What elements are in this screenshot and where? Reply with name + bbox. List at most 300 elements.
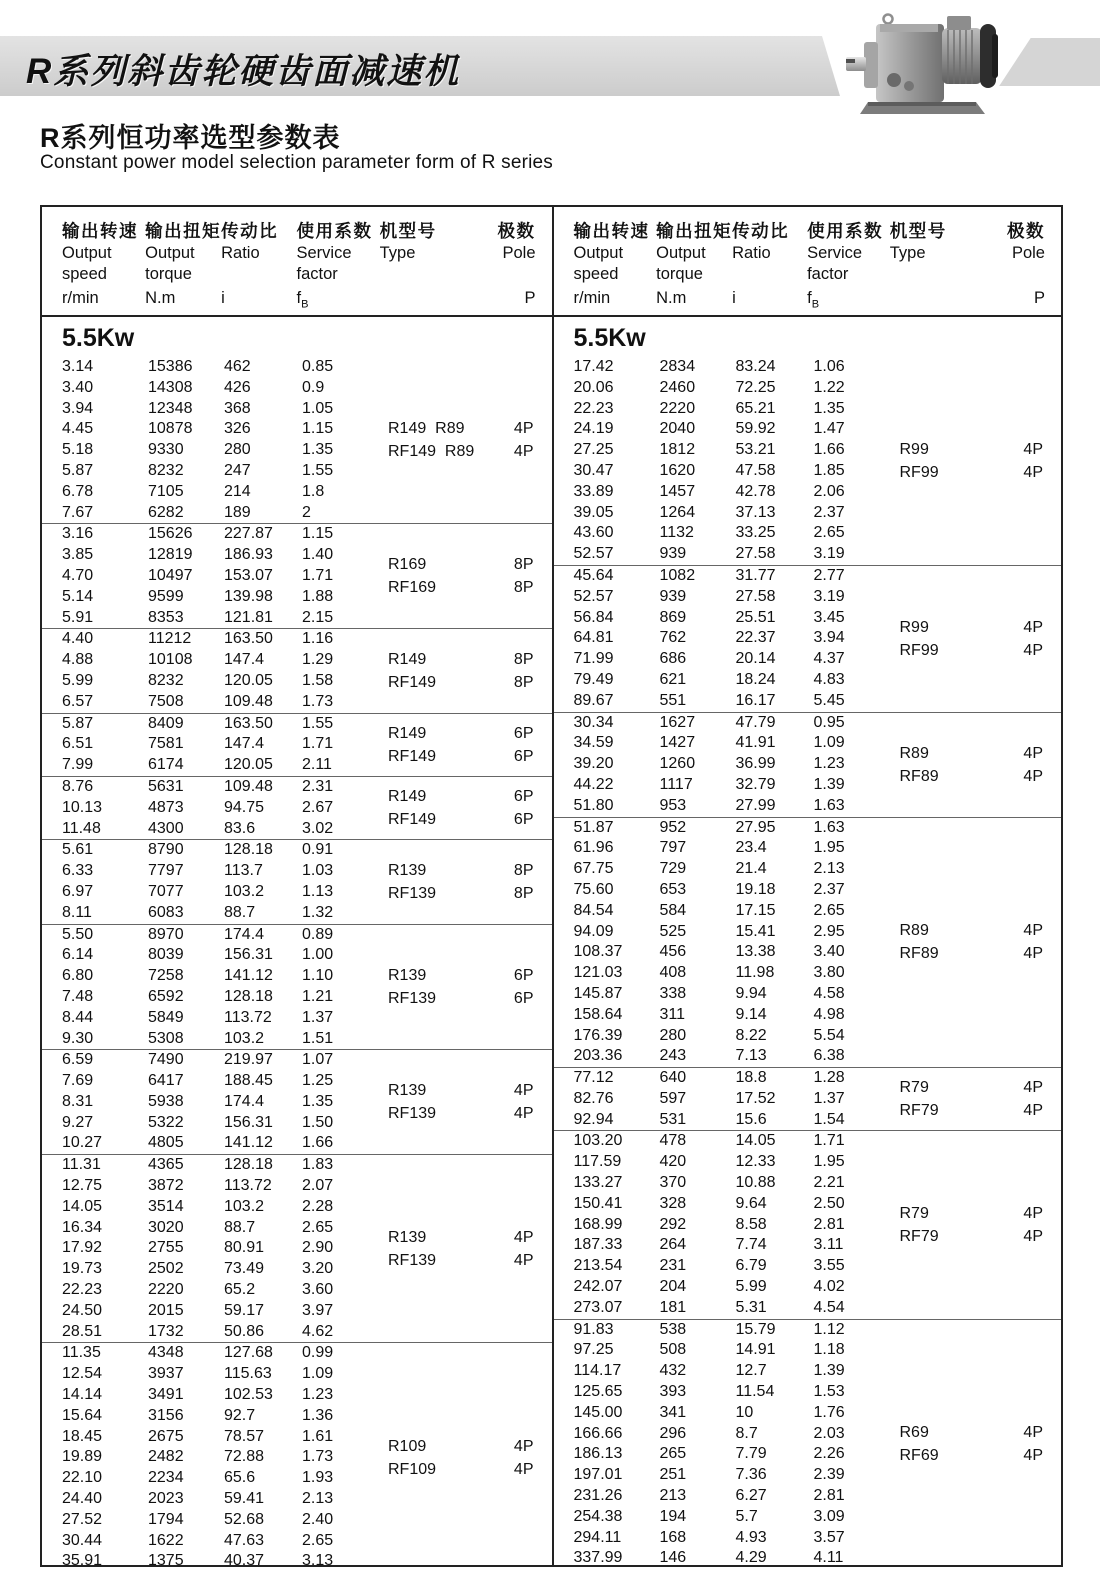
type-label: RF139 bbox=[388, 989, 437, 1007]
data-row bbox=[62, 1385, 388, 1406]
data-cell: 1.88 bbox=[302, 587, 334, 605]
data-cell: 9.64 bbox=[735, 1194, 767, 1212]
column-header-en2: factor bbox=[807, 265, 849, 283]
data-cell: 251 bbox=[659, 1466, 687, 1484]
data-cell: 2.39 bbox=[813, 1466, 845, 1484]
data-cell: 94.75 bbox=[224, 798, 265, 816]
data-cell: 11.48 bbox=[62, 819, 101, 837]
pole-label: 4P bbox=[1023, 1447, 1043, 1465]
data-cell: 73.49 bbox=[224, 1260, 265, 1278]
column-header-pole bbox=[498, 219, 552, 309]
data-cell: 231 bbox=[659, 1257, 687, 1275]
data-row bbox=[574, 1548, 900, 1569]
data-row bbox=[574, 1005, 900, 1026]
data-cell: 5849 bbox=[148, 1008, 184, 1026]
row-group bbox=[42, 1154, 552, 1342]
data-cell: 1.93 bbox=[302, 1469, 334, 1487]
data-cell: 186.13 bbox=[573, 1445, 623, 1463]
column-header-en2: speed bbox=[62, 265, 107, 283]
data-cell: 3.94 bbox=[62, 399, 94, 417]
data-cell: 65.2 bbox=[224, 1281, 256, 1299]
group-rows bbox=[554, 1068, 900, 1130]
data-cell: 213.54 bbox=[573, 1257, 623, 1275]
pole-label: 4P bbox=[513, 1460, 534, 1478]
data-row bbox=[574, 399, 900, 420]
column-header-output bbox=[574, 219, 657, 309]
data-cell: 7077 bbox=[148, 882, 184, 900]
data-cell: 2755 bbox=[148, 1239, 184, 1257]
type-label: R149 bbox=[388, 724, 427, 742]
type-label: R139 bbox=[388, 861, 427, 879]
data-cell: 42.78 bbox=[735, 482, 776, 500]
type-label: R99 bbox=[899, 440, 929, 458]
data-cell: 64.81 bbox=[573, 629, 614, 647]
data-cell: 551 bbox=[659, 691, 687, 709]
group-rows bbox=[42, 524, 388, 628]
data-row bbox=[574, 880, 900, 901]
data-row bbox=[574, 1298, 900, 1319]
column-header-unit: r/min bbox=[573, 289, 611, 307]
data-row bbox=[574, 754, 900, 775]
data-cell: 213 bbox=[659, 1487, 687, 1505]
data-cell: 1457 bbox=[659, 482, 696, 500]
data-cell: 0.85 bbox=[302, 358, 334, 375]
data-cell: 117.59 bbox=[573, 1153, 622, 1171]
data-row bbox=[574, 1089, 900, 1110]
column-header-en2: speed bbox=[573, 265, 619, 283]
column-header-zh: 传动比 bbox=[732, 221, 790, 241]
pole-cell bbox=[1022, 713, 1062, 817]
data-cell: 2.77 bbox=[813, 566, 845, 584]
data-cell: 280 bbox=[659, 1026, 687, 1044]
column-header-en2: factor bbox=[296, 265, 338, 283]
type-cell bbox=[900, 1068, 1022, 1130]
data-cell: 97.25 bbox=[573, 1341, 614, 1359]
data-cell: 1.55 bbox=[302, 461, 334, 479]
data-cell: 8.11 bbox=[62, 903, 92, 921]
data-cell: 5322 bbox=[148, 1113, 184, 1131]
type-cell bbox=[900, 566, 1022, 712]
data-cell: 128.18 bbox=[224, 841, 273, 859]
row-group bbox=[42, 628, 552, 712]
pole-label: 4P bbox=[1023, 1228, 1043, 1246]
data-cell: 15386 bbox=[148, 358, 193, 375]
data-cell: 6282 bbox=[148, 503, 184, 521]
data-cell: 7.74 bbox=[735, 1236, 767, 1254]
data-row bbox=[62, 1218, 388, 1239]
data-cell: 432 bbox=[659, 1362, 687, 1380]
data-cell: 1132 bbox=[659, 524, 694, 542]
data-cell: 1.71 bbox=[302, 735, 334, 753]
data-cell: 462 bbox=[224, 358, 251, 375]
data-cell: 163.50 bbox=[224, 714, 273, 732]
data-cell: 7490 bbox=[148, 1051, 184, 1069]
column-header-en: Output bbox=[573, 244, 624, 262]
data-row bbox=[62, 1468, 388, 1489]
data-cell: 273.07 bbox=[573, 1298, 623, 1316]
data-cell: 2.26 bbox=[813, 1445, 845, 1463]
data-cell: 3937 bbox=[148, 1365, 184, 1383]
type-label: R149 bbox=[388, 650, 427, 668]
data-row bbox=[574, 1382, 900, 1403]
group-rows bbox=[42, 629, 388, 712]
pole-label: 4P bbox=[1023, 440, 1043, 458]
data-row bbox=[62, 966, 388, 987]
data-cell: 147.4 bbox=[224, 735, 265, 753]
data-cell: 5631 bbox=[148, 777, 184, 795]
data-cell: 139.98 bbox=[224, 587, 273, 605]
type-label: RF99 bbox=[899, 641, 939, 659]
data-cell: 125.65 bbox=[573, 1383, 623, 1401]
data-row bbox=[62, 1280, 388, 1301]
data-cell: 6.59 bbox=[62, 1051, 94, 1069]
data-row bbox=[574, 1444, 900, 1465]
data-cell: 1.00 bbox=[302, 946, 334, 964]
data-cell: 1.85 bbox=[813, 461, 845, 479]
type-cell bbox=[900, 713, 1022, 817]
type-label: RF169 bbox=[388, 579, 437, 597]
data-cell: 16.34 bbox=[62, 1218, 103, 1236]
data-cell: 39.05 bbox=[573, 503, 614, 521]
data-cell: 2.67 bbox=[302, 798, 334, 816]
pole-label: 4P bbox=[513, 1105, 534, 1123]
data-cell: 1.47 bbox=[813, 420, 845, 438]
banner-title: R系列斜齿轮硬齿面减速机 bbox=[26, 52, 461, 91]
data-cell: 32.79 bbox=[735, 775, 776, 793]
data-cell: 1375 bbox=[148, 1552, 184, 1570]
data-cell: 197.01 bbox=[573, 1466, 623, 1484]
data-cell: 254.38 bbox=[573, 1507, 623, 1525]
data-cell: 4.54 bbox=[813, 1298, 845, 1316]
data-cell: 1.39 bbox=[813, 1362, 845, 1380]
data-cell: 72.88 bbox=[224, 1448, 265, 1466]
data-cell: 6.27 bbox=[735, 1487, 767, 1505]
pole-label: 8P bbox=[513, 556, 534, 574]
data-cell: 2.03 bbox=[813, 1424, 845, 1442]
data-row bbox=[62, 503, 388, 524]
data-cell: 597 bbox=[659, 1089, 687, 1107]
data-cell: 1.37 bbox=[302, 1008, 334, 1026]
data-row bbox=[62, 1427, 388, 1448]
data-row bbox=[574, 1277, 900, 1298]
data-row bbox=[574, 1256, 900, 1277]
data-cell: 22.37 bbox=[735, 629, 776, 647]
data-cell: 2.90 bbox=[302, 1239, 334, 1257]
data-cell: 393 bbox=[659, 1383, 687, 1401]
type-label: R149 R89 bbox=[388, 420, 465, 438]
data-cell: 653 bbox=[659, 880, 687, 898]
data-cell: 20.14 bbox=[735, 650, 776, 668]
data-cell: 5308 bbox=[148, 1029, 184, 1047]
data-cell: 1812 bbox=[659, 441, 696, 459]
data-row bbox=[574, 984, 900, 1005]
data-cell: 19.18 bbox=[735, 880, 776, 898]
pole-cell bbox=[1022, 1320, 1062, 1570]
data-cell: 22.23 bbox=[62, 1281, 103, 1299]
data-cell: 188.45 bbox=[224, 1072, 273, 1090]
data-cell: 3.57 bbox=[813, 1528, 845, 1546]
data-cell: 1.10 bbox=[302, 967, 334, 985]
data-cell: 91.83 bbox=[573, 1320, 614, 1338]
data-cell: 11.35 bbox=[62, 1344, 101, 1362]
data-cell: 4.93 bbox=[735, 1528, 767, 1546]
data-row bbox=[62, 819, 388, 840]
pole-cell bbox=[510, 777, 552, 839]
table-right-panel bbox=[552, 207, 1062, 1565]
data-cell: 33.25 bbox=[735, 524, 776, 542]
data-cell: 426 bbox=[224, 378, 251, 396]
data-cell: 53.21 bbox=[735, 441, 776, 459]
data-cell: 584 bbox=[659, 901, 687, 919]
data-cell: 88.7 bbox=[224, 1218, 256, 1236]
column-header-unit: P bbox=[1033, 289, 1045, 307]
data-cell: 4.02 bbox=[813, 1278, 845, 1296]
data-cell: 2.81 bbox=[813, 1215, 845, 1233]
data-cell: 10.13 bbox=[62, 798, 103, 816]
data-cell: 8232 bbox=[148, 671, 184, 689]
data-cell: 102.53 bbox=[224, 1386, 273, 1404]
data-cell: 2.37 bbox=[813, 880, 845, 898]
data-cell: 72.25 bbox=[735, 378, 776, 396]
data-cell: 47.79 bbox=[735, 713, 776, 731]
data-cell: 6174 bbox=[148, 756, 184, 774]
pole-cell bbox=[1022, 357, 1062, 565]
type-label: RF149 R89 bbox=[388, 443, 475, 461]
row-group bbox=[554, 565, 1062, 712]
data-cell: 6.97 bbox=[62, 882, 94, 900]
data-cell: 0.89 bbox=[302, 925, 334, 943]
data-cell: 7.79 bbox=[735, 1445, 767, 1463]
data-cell: 3.09 bbox=[813, 1507, 845, 1525]
row-group bbox=[554, 1319, 1062, 1570]
data-row bbox=[574, 1173, 900, 1194]
data-cell: 18.45 bbox=[62, 1427, 103, 1445]
data-cell: 8409 bbox=[148, 714, 184, 732]
data-cell: 5.7 bbox=[735, 1507, 758, 1525]
data-cell: 3.19 bbox=[813, 587, 845, 605]
data-cell: 65.21 bbox=[735, 399, 776, 417]
data-cell: 84.54 bbox=[573, 901, 614, 919]
data-cell: 120.05 bbox=[224, 671, 273, 689]
data-cell: 168 bbox=[659, 1528, 687, 1546]
data-cell: 1.95 bbox=[813, 1153, 845, 1171]
data-row bbox=[62, 882, 388, 903]
data-cell: 14.91 bbox=[735, 1341, 776, 1359]
row-groups-left bbox=[42, 357, 552, 1572]
data-cell: 1.15 bbox=[302, 525, 334, 543]
data-cell: 621 bbox=[659, 670, 687, 688]
data-cell: 952 bbox=[659, 818, 687, 836]
data-row bbox=[62, 1008, 388, 1029]
data-row bbox=[574, 691, 900, 712]
data-cell: 176.39 bbox=[573, 1026, 623, 1044]
data-cell: 8.7 bbox=[735, 1424, 758, 1442]
row-group bbox=[42, 713, 552, 776]
pole-cell bbox=[510, 1050, 552, 1154]
data-cell: 338 bbox=[659, 984, 687, 1002]
data-cell: 9599 bbox=[148, 587, 184, 605]
column-header-en2 bbox=[498, 264, 536, 285]
data-cell: 7105 bbox=[148, 482, 184, 500]
data-cell: 168.99 bbox=[573, 1215, 623, 1233]
data-cell: 3.97 bbox=[302, 1301, 334, 1319]
data-row bbox=[62, 692, 388, 713]
data-cell: 27.52 bbox=[62, 1510, 103, 1528]
data-cell: 2.31 bbox=[302, 777, 334, 795]
data-cell: 128.18 bbox=[224, 1156, 273, 1174]
data-row bbox=[574, 649, 900, 670]
data-cell: 1.40 bbox=[302, 546, 334, 564]
data-cell: 6.78 bbox=[62, 482, 94, 500]
data-row bbox=[574, 1403, 900, 1424]
type-cell bbox=[388, 629, 510, 712]
data-cell: 75.60 bbox=[573, 880, 614, 898]
data-row bbox=[574, 1340, 900, 1361]
data-cell: 14.14 bbox=[62, 1386, 103, 1404]
data-cell: 1.23 bbox=[302, 1386, 334, 1404]
data-cell: 1.13 bbox=[302, 882, 334, 900]
type-label: RF79 bbox=[899, 1102, 939, 1120]
type-label: R169 bbox=[388, 556, 427, 574]
data-cell: 1.21 bbox=[302, 987, 334, 1005]
data-row bbox=[574, 733, 900, 754]
data-cell: 1.66 bbox=[302, 1134, 334, 1152]
column-header-unit: N.m bbox=[656, 289, 687, 307]
data-row bbox=[62, 629, 388, 650]
group-rows bbox=[42, 925, 388, 1050]
data-cell: 2.15 bbox=[302, 608, 334, 626]
type-label: RF69 bbox=[899, 1447, 939, 1465]
data-cell: 5.87 bbox=[62, 461, 94, 479]
data-cell: 3.80 bbox=[813, 964, 845, 982]
data-cell: 2.11 bbox=[302, 756, 332, 774]
data-cell: 370 bbox=[659, 1174, 687, 1192]
data-cell: 113.72 bbox=[224, 1177, 272, 1195]
pole-label: 4P bbox=[1023, 922, 1043, 940]
row-group bbox=[554, 712, 1062, 817]
data-cell: 12.75 bbox=[62, 1177, 103, 1195]
data-row bbox=[62, 399, 388, 420]
pole-label: 8P bbox=[513, 650, 534, 668]
data-cell: 1.07 bbox=[302, 1051, 334, 1069]
data-cell: 1.03 bbox=[302, 862, 334, 880]
data-cell: 7258 bbox=[148, 967, 184, 985]
data-cell: 145.87 bbox=[573, 984, 623, 1002]
column-header-zh: 输出扭矩 bbox=[656, 221, 733, 241]
data-row bbox=[62, 587, 388, 608]
pole-cell bbox=[1022, 566, 1062, 712]
data-cell: 227.87 bbox=[224, 525, 273, 543]
data-cell: 264 bbox=[659, 1236, 687, 1254]
data-row bbox=[574, 544, 900, 565]
pole-label: 4P bbox=[513, 1082, 534, 1100]
data-cell: 538 bbox=[659, 1320, 687, 1338]
data-cell: 2502 bbox=[148, 1260, 184, 1278]
column-header-unit: $f_B$ bbox=[296, 289, 309, 311]
column-header-en: Type bbox=[379, 244, 416, 262]
data-row bbox=[574, 1068, 900, 1089]
data-cell: 1.95 bbox=[813, 839, 845, 857]
data-cell: 10497 bbox=[148, 566, 193, 584]
data-cell: 1117 bbox=[659, 775, 693, 793]
data-cell: 133.27 bbox=[573, 1174, 623, 1192]
data-cell: 27.95 bbox=[735, 818, 776, 836]
data-cell: 4.45 bbox=[62, 420, 94, 438]
data-cell: 78.57 bbox=[224, 1427, 265, 1445]
group-rows bbox=[42, 1050, 388, 1154]
column-header-en2: torque bbox=[656, 265, 703, 283]
data-cell: 163.50 bbox=[224, 630, 273, 648]
row-group bbox=[42, 924, 552, 1050]
data-cell: 174.4 bbox=[224, 925, 265, 943]
data-cell: 51.80 bbox=[573, 796, 614, 814]
data-cell: 120.05 bbox=[224, 756, 273, 774]
data-cell: 10878 bbox=[148, 420, 193, 438]
data-row bbox=[62, 945, 388, 966]
data-cell: 1082 bbox=[659, 566, 696, 584]
column-header-en2 bbox=[380, 264, 498, 285]
data-cell: 3.94 bbox=[813, 629, 845, 647]
data-cell: 103.20 bbox=[573, 1132, 623, 1150]
data-cell: 31.77 bbox=[735, 566, 776, 584]
column-header-en: Pole bbox=[1011, 244, 1045, 262]
column-header-unit: N.m bbox=[145, 289, 176, 307]
data-cell: 4805 bbox=[148, 1134, 184, 1152]
data-row bbox=[62, 1155, 388, 1176]
data-row bbox=[62, 1071, 388, 1092]
data-cell: 141.12 bbox=[224, 967, 273, 985]
data-cell: 1732 bbox=[148, 1322, 184, 1340]
data-cell: 189 bbox=[224, 503, 251, 521]
data-row bbox=[62, 608, 388, 629]
data-cell: 83.24 bbox=[735, 358, 776, 375]
data-cell: 147.4 bbox=[224, 651, 265, 669]
data-cell: 3514 bbox=[148, 1197, 184, 1215]
column-header-unit: $f_B$ bbox=[807, 289, 820, 311]
data-cell: 16.17 bbox=[735, 691, 776, 709]
pole-label: 4P bbox=[1023, 945, 1043, 963]
data-cell: 11212 bbox=[148, 630, 192, 648]
data-cell: 1.05 bbox=[302, 399, 334, 417]
data-cell: 1.71 bbox=[302, 566, 334, 584]
data-cell: 156.31 bbox=[224, 1113, 273, 1131]
data-row bbox=[574, 670, 900, 691]
type-label: R79 bbox=[899, 1079, 929, 1097]
data-cell: 6083 bbox=[148, 903, 184, 921]
data-cell: 61.96 bbox=[573, 839, 614, 857]
data-cell: 115.63 bbox=[224, 1365, 272, 1383]
data-row bbox=[574, 628, 900, 649]
data-cell: 2.21 bbox=[813, 1174, 845, 1192]
type-label: R109 bbox=[388, 1437, 427, 1455]
data-cell: 24.50 bbox=[62, 1301, 103, 1319]
pole-label: 4P bbox=[1023, 1102, 1043, 1120]
group-rows bbox=[554, 713, 900, 817]
data-cell: 7.36 bbox=[735, 1466, 767, 1484]
column-header-type bbox=[380, 219, 498, 309]
data-cell: 23.4 bbox=[735, 839, 767, 857]
data-cell: 24.19 bbox=[573, 420, 614, 438]
data-row bbox=[574, 1046, 900, 1067]
data-cell: 1.18 bbox=[813, 1341, 845, 1359]
data-cell: 14.05 bbox=[735, 1132, 776, 1150]
data-cell: 2220 bbox=[659, 399, 696, 417]
data-cell: 2.65 bbox=[302, 1531, 334, 1549]
data-cell: 2 bbox=[302, 503, 311, 521]
group-rows bbox=[42, 714, 388, 776]
type-label: RF79 bbox=[899, 1228, 939, 1246]
data-cell: 4.98 bbox=[813, 1005, 845, 1023]
